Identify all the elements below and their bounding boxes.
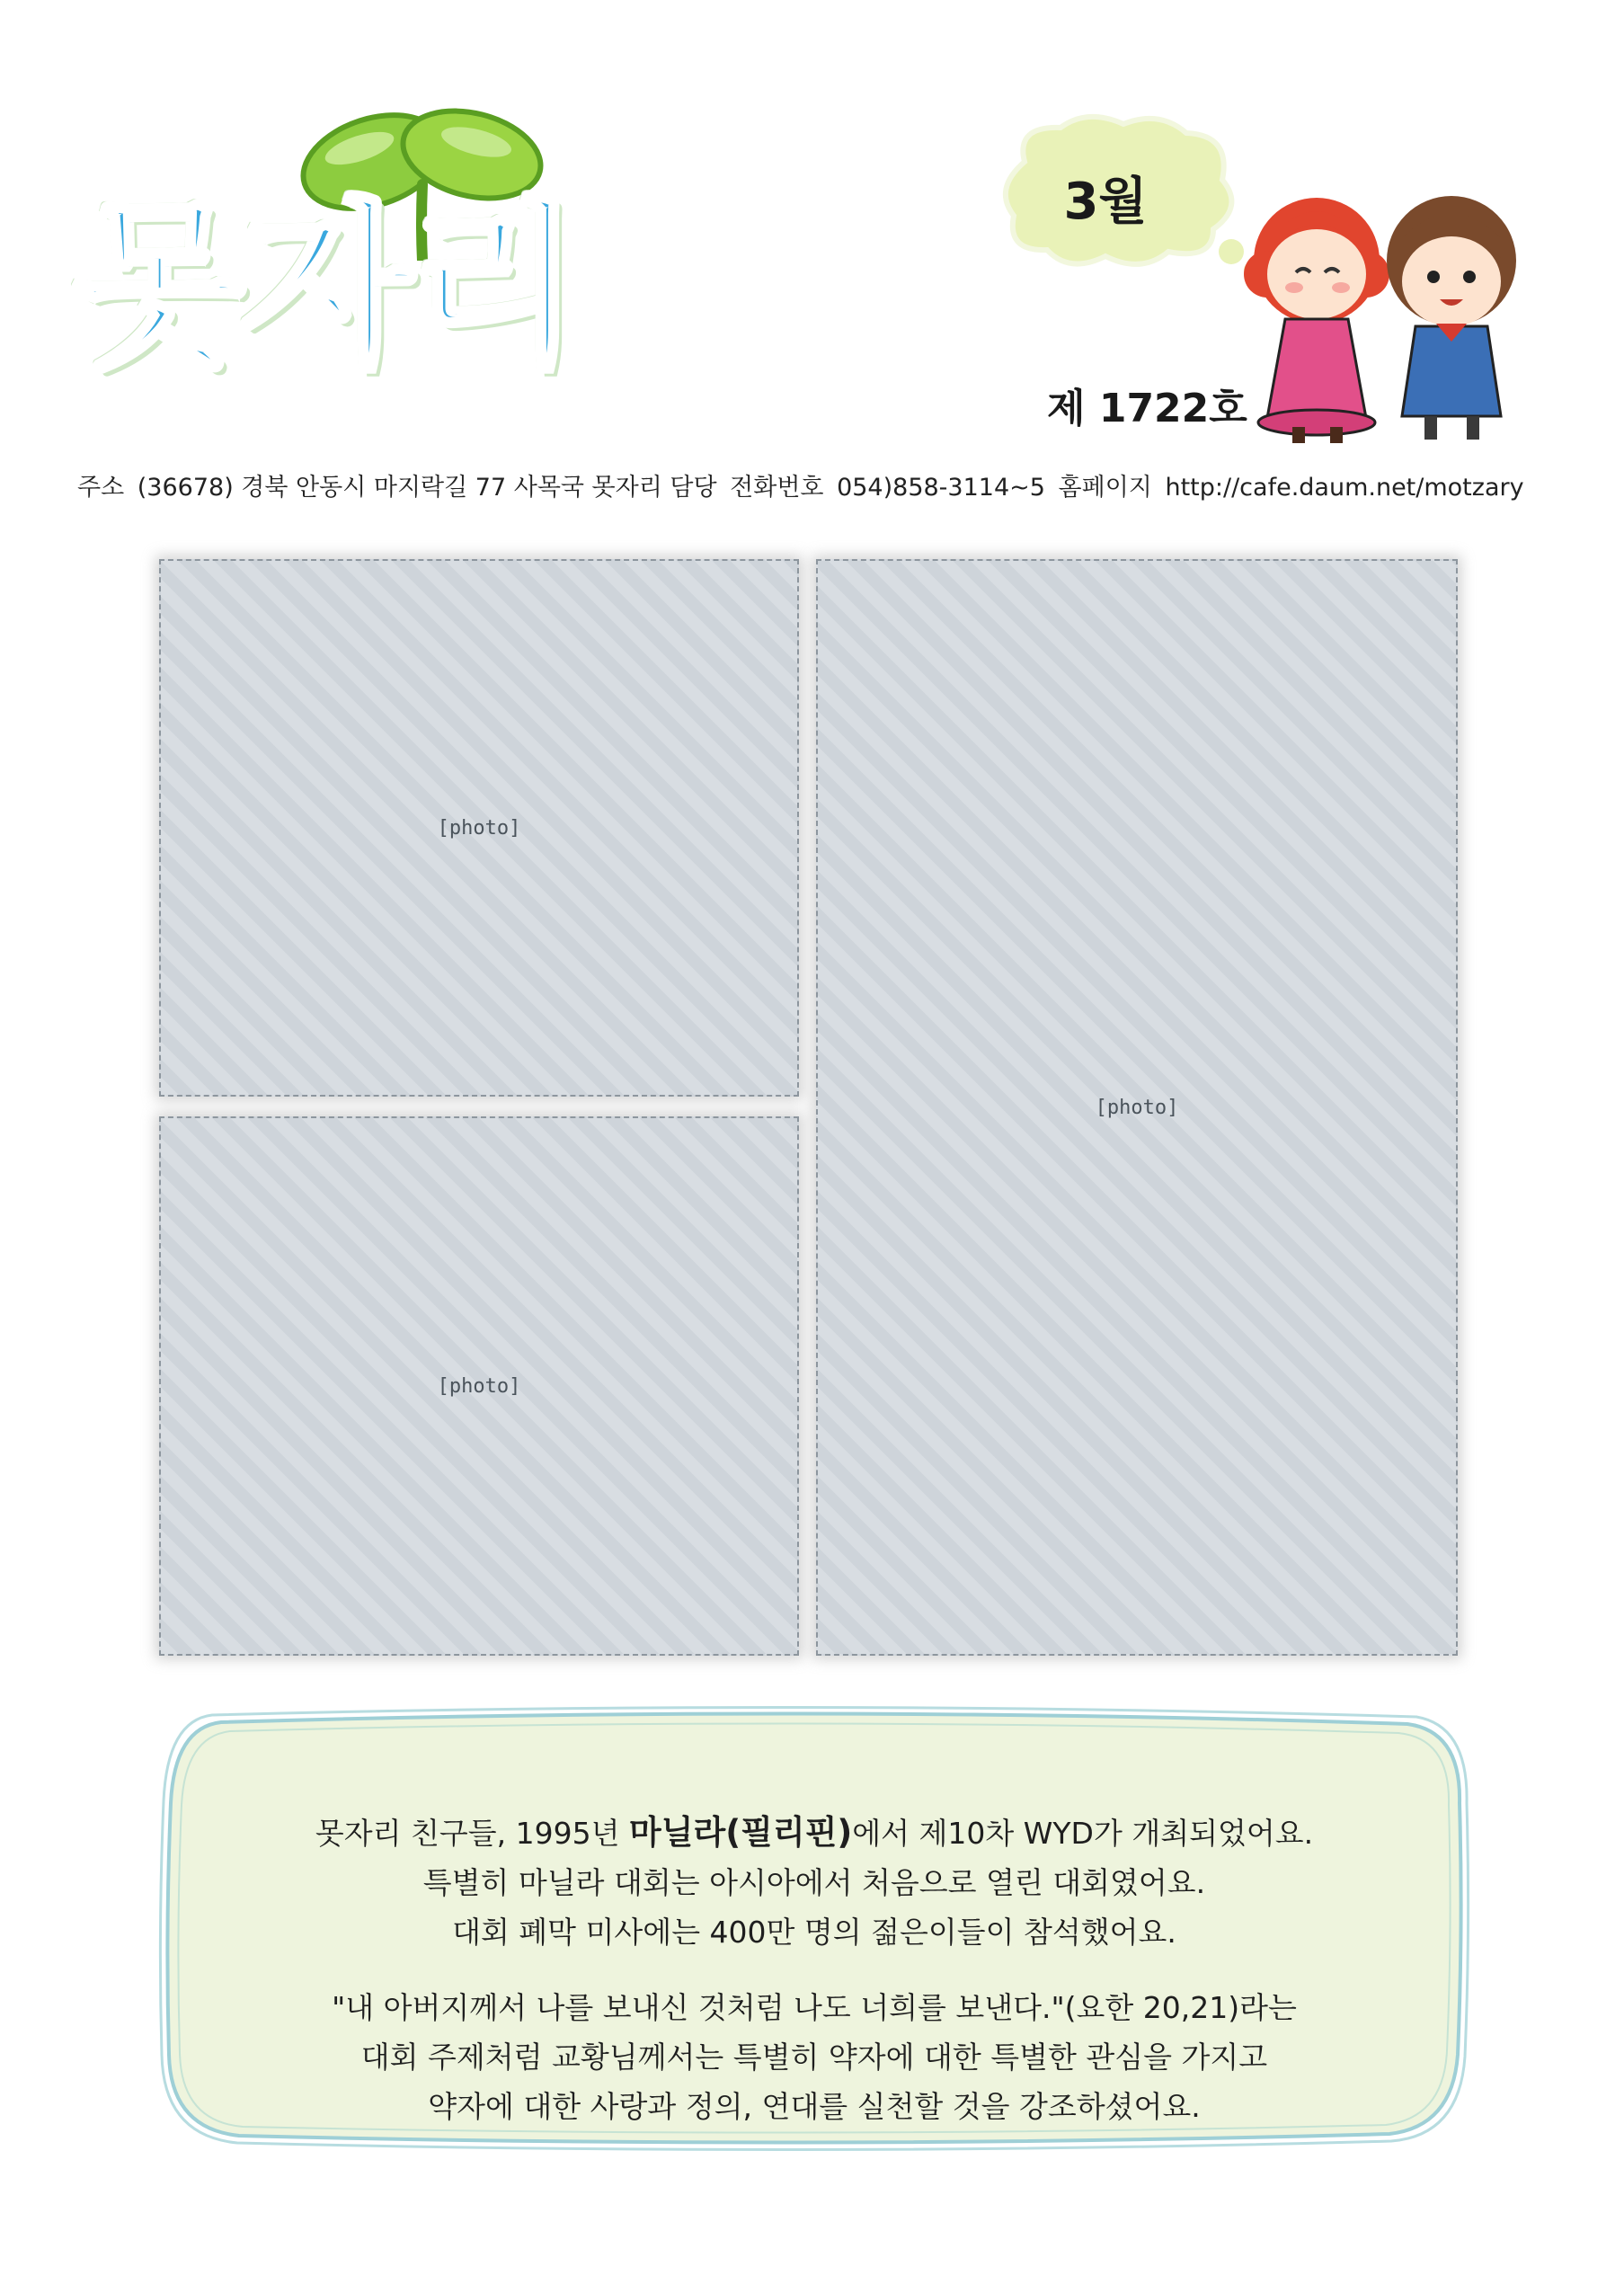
address-line [77, 467, 1551, 502]
masthead-logo [63, 99, 638, 422]
masthead-title: 못자리 [72, 182, 577, 392]
photo-top-left [159, 559, 799, 1097]
text-line: 못자리 친구들, 1995년 마닐라(필리핀)에서 제10차 WYD가 개최되었어요. [315, 1813, 1314, 1852]
paragraph-2 [158, 1983, 1470, 2131]
highlight-text: 마닐라(필리핀) [629, 1813, 853, 1852]
homepage-link[interactable]: http://cafe.daum.net/motzary [1165, 474, 1524, 502]
month-label: 3월 [1063, 173, 1148, 231]
address-label: 주소 [77, 474, 125, 502]
issue-number: 제 1722호 [1047, 386, 1247, 431]
phone-label: 전화번호 [730, 474, 824, 502]
homepage-label: 홈페이지 [1058, 474, 1152, 502]
kids-illustration-icon [1231, 175, 1537, 445]
photo-right [816, 559, 1458, 1656]
address-text: (36678) 경북 안동시 마지락길 77 사목국 못자리 담당 [137, 474, 717, 502]
text-line: 대회 주제처럼 교황님께서는 특별히 약자에 대한 특별한 관심을 가지고 [360, 2040, 1268, 2075]
photo-placeholder: [photo] [816, 559, 1458, 1656]
text-line: 특별히 마닐라 대회는 아시아에서 처음으로 열린 대회였어요. [422, 1865, 1206, 1900]
text-line: 약자에 대한 사랑과 정의, 연대를 실천할 것을 강조하셨어요. [428, 2089, 1201, 2124]
month-bubble [989, 108, 1258, 279]
text-box [158, 1704, 1470, 2154]
photo-placeholder: [photo] [159, 1116, 799, 1656]
paragraph-1 [158, 1808, 1470, 1957]
photo-placeholder: [photo] [159, 559, 799, 1097]
photo-bottom-left [159, 1116, 799, 1656]
phone-number: 054)858-3114~5 [837, 474, 1045, 502]
text-line: 대회 폐막 미사에는 400만 명의 젊은이들이 참석했어요. [452, 1915, 1176, 1950]
text-line: "내 아버지께서 나를 보내신 것처럼 나도 너희를 보낸다."(요한 20,21)라는 [332, 1990, 1297, 2025]
